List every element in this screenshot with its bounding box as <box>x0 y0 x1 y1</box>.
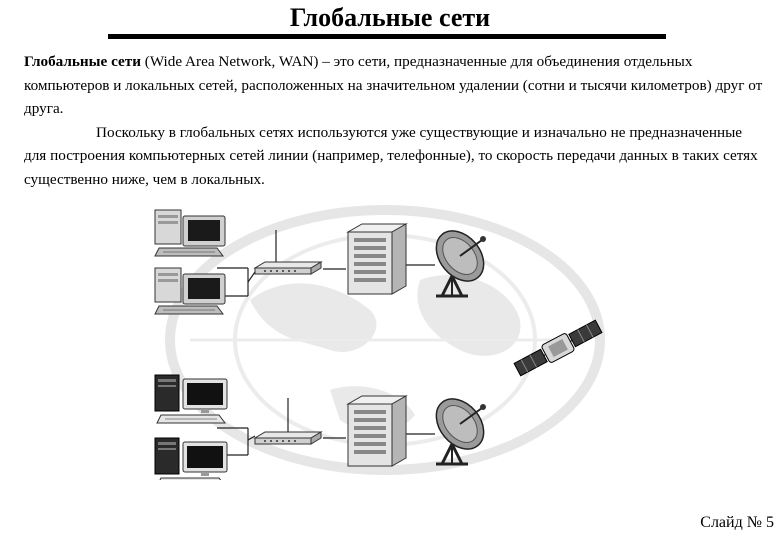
definition-text: (Wide Area Network, WAN) – это сети, предназначенные для объединения отдельных компьютеров и локальных сетей, расположенных на значительном удалении (сотни и тысячи километров) друг от друга. <box>24 53 763 117</box>
slide-title: Глобальные сети <box>289 3 491 32</box>
wan-diagram <box>130 190 610 480</box>
server-icon <box>348 224 406 294</box>
desktop-computer-icon <box>155 268 225 314</box>
title-underline <box>108 34 666 39</box>
desktop-computer-icon <box>155 375 227 423</box>
paragraph-speed: Поскольку в глобальных сетях используются уже существующие и изначально не предназначенные для построения компьютерных сетей линии (например, телефонные), то скорость передачи данных в таких сетях существенно ниже, чем в локальных. <box>24 123 758 188</box>
paragraph-definition <box>24 50 764 121</box>
server-icon <box>348 396 406 466</box>
desktop-computer-icon <box>155 438 227 480</box>
network-hub-icon <box>255 262 321 274</box>
slide-number: Слайд № 5 <box>700 514 774 531</box>
desktop-computer-icon <box>155 210 225 256</box>
term-wan: Глобальные сети <box>24 53 141 70</box>
body-text <box>24 50 764 191</box>
network-hub-icon <box>255 432 321 444</box>
